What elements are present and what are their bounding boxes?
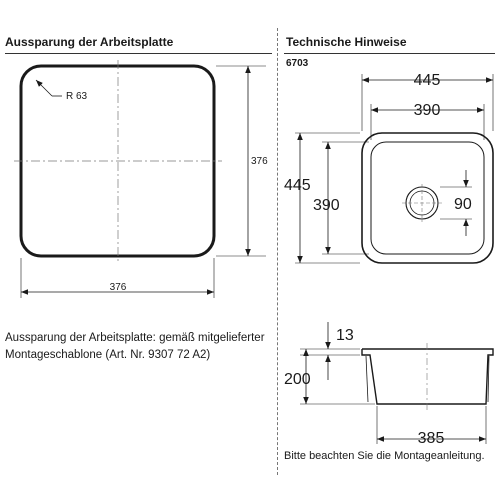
cutout-width-label: 376 [109, 282, 127, 293]
cutout-drawing [14, 60, 266, 298]
drain-diameter-label: 90 [454, 196, 472, 213]
sink-top-view [295, 74, 493, 263]
sink-outer-rim [362, 133, 493, 263]
outer-height-label: 445 [284, 177, 311, 194]
model-number: 6703 [286, 58, 309, 69]
sink-side-view [300, 322, 493, 444]
cutout-height-label: 376 [251, 156, 268, 167]
cutout-panel-title: Aussparung der Arbeitsplatte [5, 35, 174, 49]
outer-width-label: 445 [413, 72, 441, 89]
technical-panel-title: Technische Hinweise [286, 35, 407, 49]
inner-height-label: 390 [313, 197, 340, 214]
cutout-note [5, 330, 265, 364]
rim-thickness-label: 13 [336, 327, 354, 344]
cutout-note-line-1: Aussparung der Arbeitsplatte: gemäß mitgelieferter [5, 332, 265, 344]
radius-leader [36, 80, 52, 96]
cutout-note-line-2: Montageschablone (Art. Nr. 9307 72 A2) [5, 349, 211, 361]
bottom-width-label: 385 [417, 430, 445, 447]
sink-section-outline [362, 349, 493, 404]
inner-width-label: 390 [413, 102, 441, 119]
depth-label: 200 [284, 371, 311, 388]
installation-note: Bitte beachten Sie die Montageanleitung. [284, 450, 485, 462]
radius-label: R 63 [66, 91, 88, 102]
